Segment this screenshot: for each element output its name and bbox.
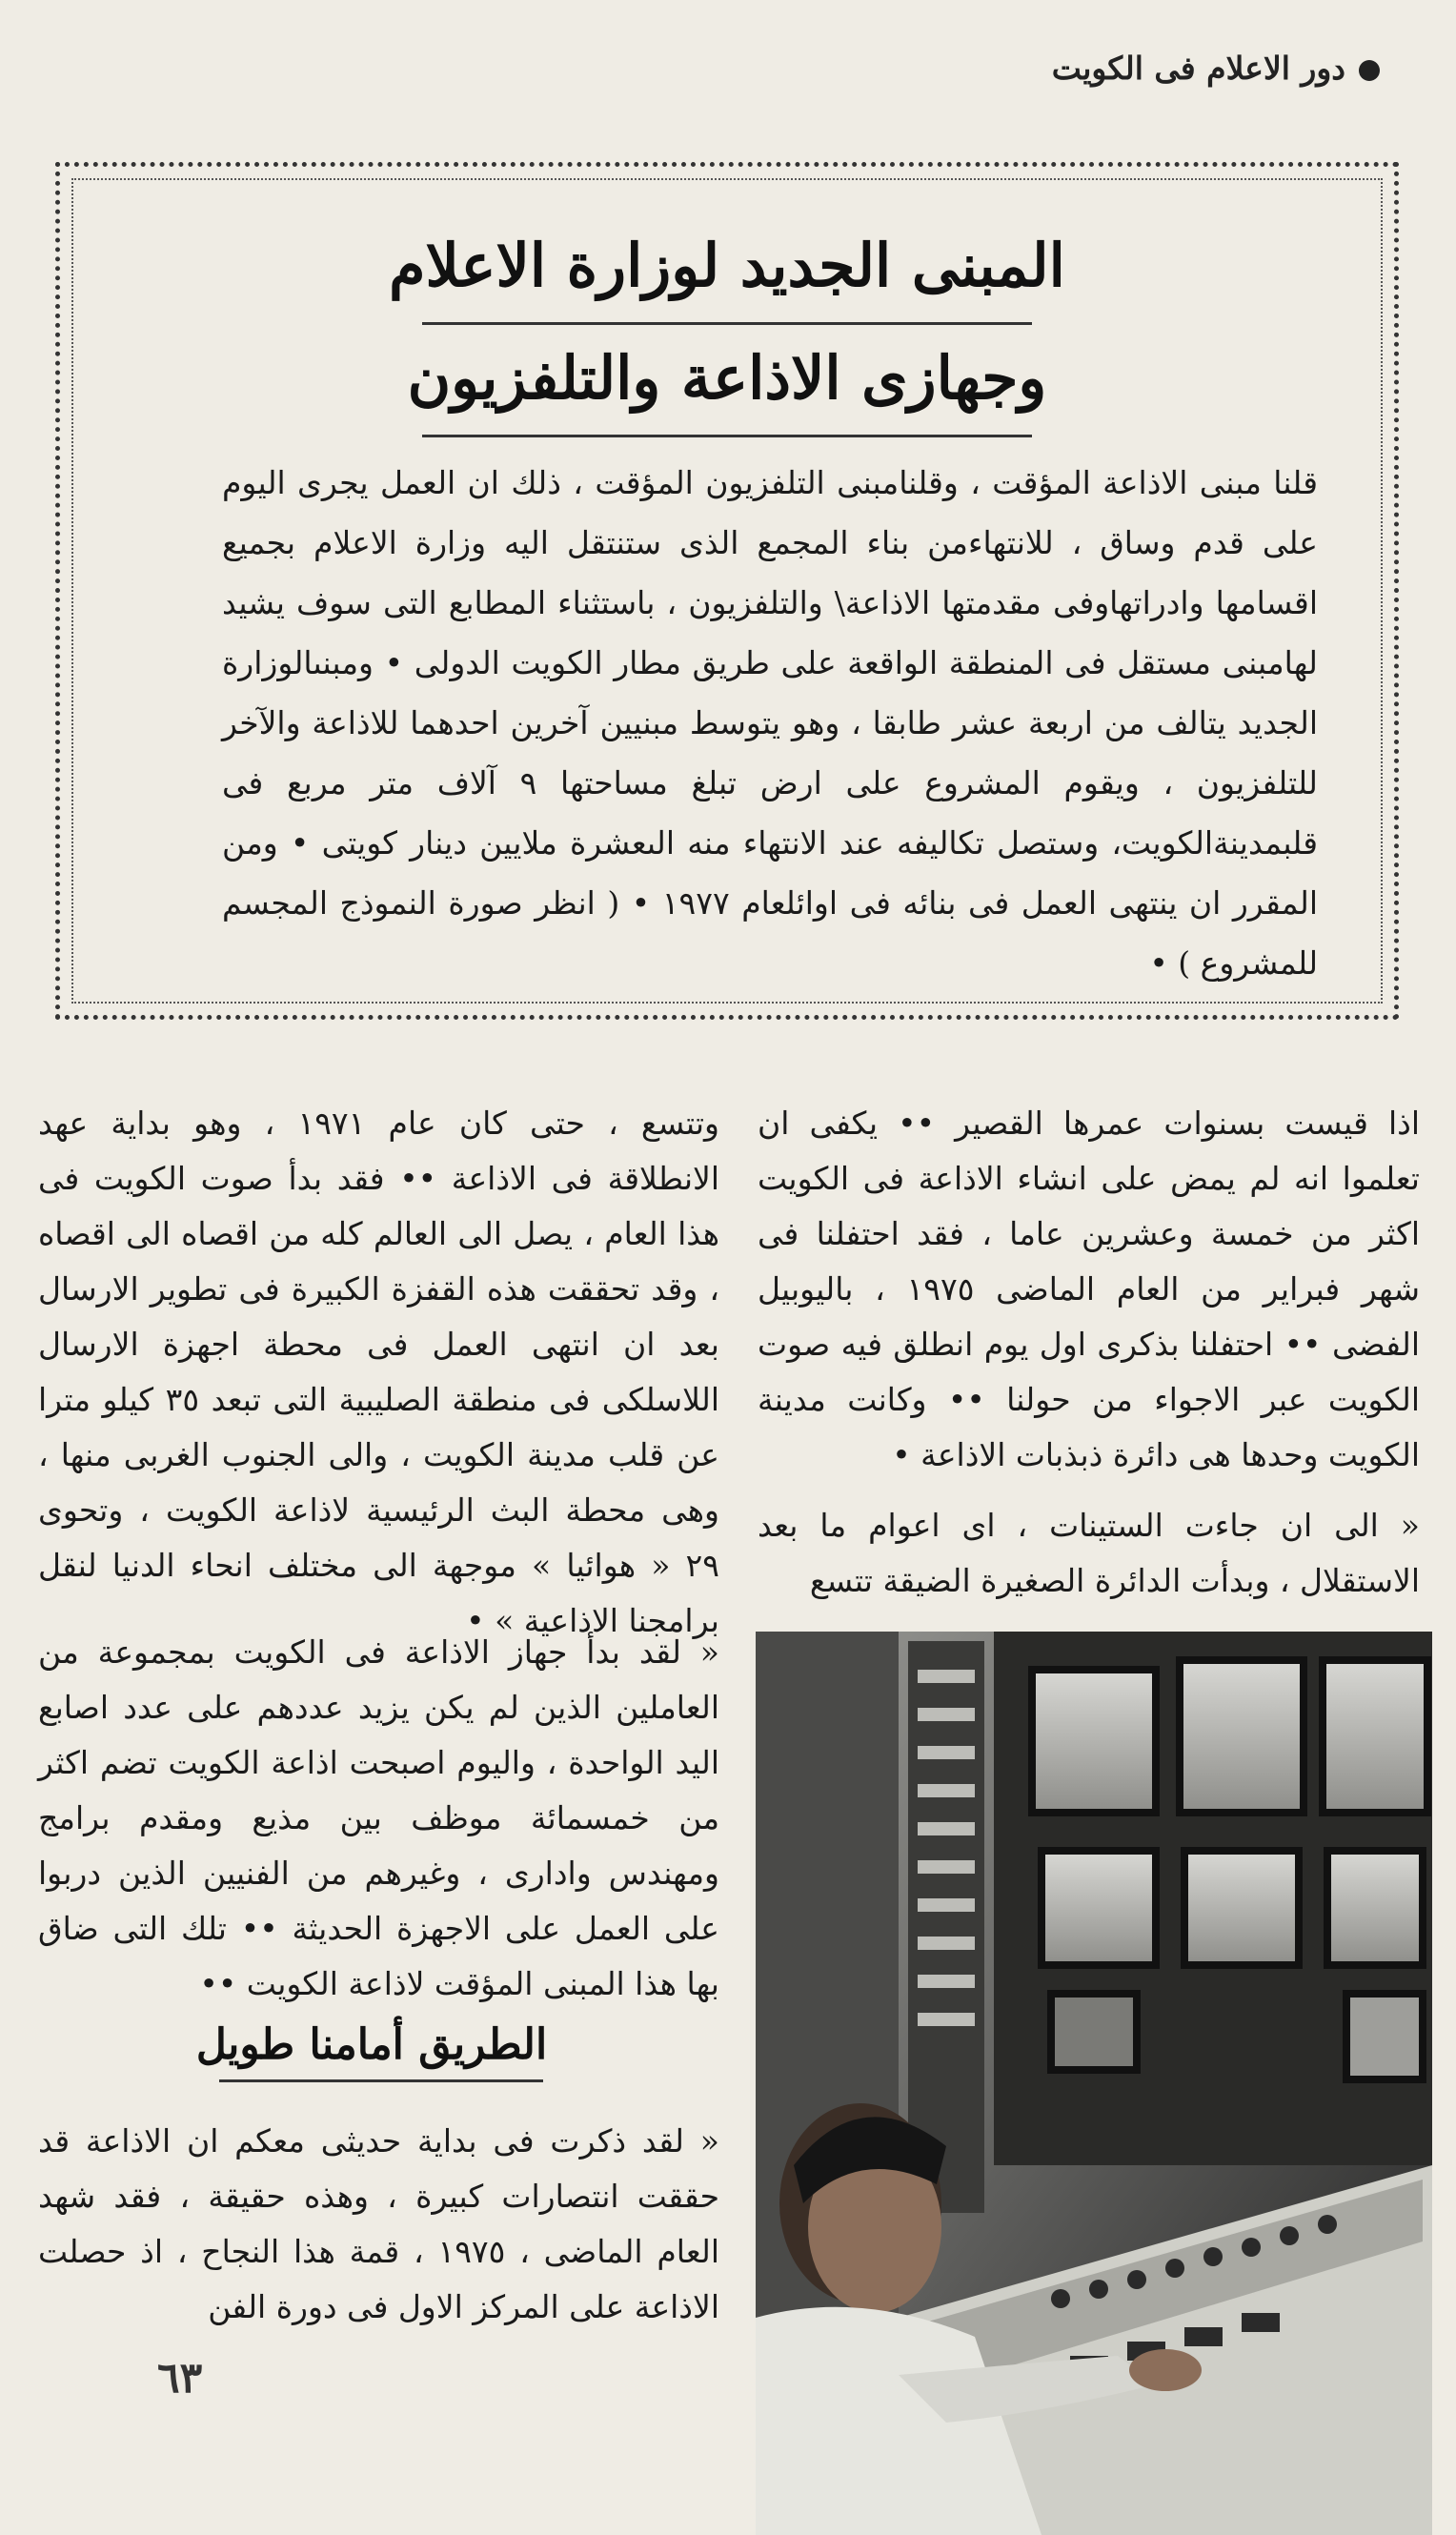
page-number: ٦٣ [157,2354,203,2403]
left-column-middle [38,1625,719,2027]
section-subheading: الطريق أمامنا طويل [195,2020,548,2069]
left-column-top [38,1096,719,1664]
paragraph: « الى ان جاءت الستينات ، اى اعوام ما بعد الاستقلال ، وبدأت الدائرة الصغيرة الضيقة تتسع [758,1507,1420,1599]
paragraph: وتتسع ، حتى كان عام ١٩٧١ ، وهو بداية عهد الانطلاقة فى الاذاعة •• فقد بدأ صوت الكويت فى هذا العام ، يصل الى العالم كله من اقصاه الى اقصاه ، وقد تحققت هذه القفزة الكبيرة فى تطوير الارسال بعد ان انتهى العمل فى محطة اجهزة الارسال اللاسلكى فى منطقة الصليبية التى تبعد ٣٥ كيلو مترا عن قلب مدينة الكويت ، والى الجنوب الغربى منها ، وهى محطة البث الرئيسية لاذاعة الكويت ، وتحوى ٢٩ « هوائيا » موجهة الى مختلف انحاء الدنيا لنقل برامجنا الاذاعية » • [38,1105,719,1639]
paragraph: اذا قيست بسنوات عمرها القصير •• يكفى ان تعلموا انه لم يمض على انشاء الاذاعة فى الكويت اكثر من خمسة وعشرين عاما ، فقد احتفلنا فى شهر فبراير من العام الماضى ١٩٧٥ ، باليوبيل الفضى •• احتفلنا بذكرى اول يوم انطلق فيه صوت الكويت عبر الاجواء من حولنا •• وكانت مدينة الكويت وحدها هى دائرة ذبذبات الاذاعة • [758,1105,1420,1473]
title-underline [422,322,1032,325]
photo-illustration [756,1632,1432,2535]
control-room-photo [756,1632,1432,2535]
box-title-line1: المبنى الجديد لوزارة الاعلام [389,231,1065,300]
left-column-bottom [38,2114,719,2350]
title-underline [422,435,1032,437]
bullet-icon [1359,60,1380,81]
running-head [903,50,1380,87]
boxed-article [55,162,1399,1020]
subheading-underline [219,2079,543,2082]
right-column [758,1096,1420,1624]
box-body-text: قلنا مبنى الاذاعة المؤقت ، وقلنامبنى التلفزيون المؤقت ، ذلك ان العمل يجرى اليوم على قدم وساق ، للانتهاءمن بناء المجمع الذى ستنتقل اليه وزارة الاعلام بجميع اقسامها وادراتهاوفى مقدمتها الاذاعة\ والتلفزيون ، باستثناء المطابع التى سوف يشيد لهامبنى مستقل فى المنطقة الواقعة على طريق مطار الكويت الدولى • ومبنىالوزارة الجديد يتالف من اربعة عشر طابقا ، وهو يتوسط مبنيين آخرين احدهما للاذاعة والآخر للتلفزيون ، ويقوم المشروع على ارض تبلغ مساحتها ٩ آلاف متر مربع فى قلبمدينةالكويت، وستصل تكاليفه عند الانتهاء منه الىعشرة ملايين دينار كويتى • ومن المقرر ان ينتهى العمل فى بنائه فى اوائلعام ١٩٧٧ • ( انظر صورة النموذج المجسم للمشروع ) • [222,464,1319,982]
paragraph: « لقد ذكرت فى بداية حديثى معكم ان الاذاعة قد حققت انتصارات كبيرة ، وهذه حقيقة ، فقد شهد العام الماضى ، ١٩٧٥ ، قمة هذا النجاح ، اذ حصلت الاذاعة على المركز الاول فى دورة الفن [38,2122,719,2325]
box-title-line2: وجهازى الاذاعة والتلفزيون [407,343,1047,413]
paragraph: « لقد بدأ جهاز الاذاعة فى الكويت بمجموعة من العاملين الذين لم يكن يزيد عددهم على عدد اصابع اليد الواحدة ، واليوم اصبحت اذاعة الكويت تضم اكثر من خمسمائة موظف بين مذيع ومقدم برامج ومهندس وادارى ، وغيرهم من الفنيين الذين دربوا على العمل على الاجهزة الحديثة •• تلك التى ضاق بها هذا المبنى المؤقت لاذاعة الكويت •• [38,1633,719,2002]
running-head-text: دور الاعلام فى الكويت [1051,50,1345,87]
